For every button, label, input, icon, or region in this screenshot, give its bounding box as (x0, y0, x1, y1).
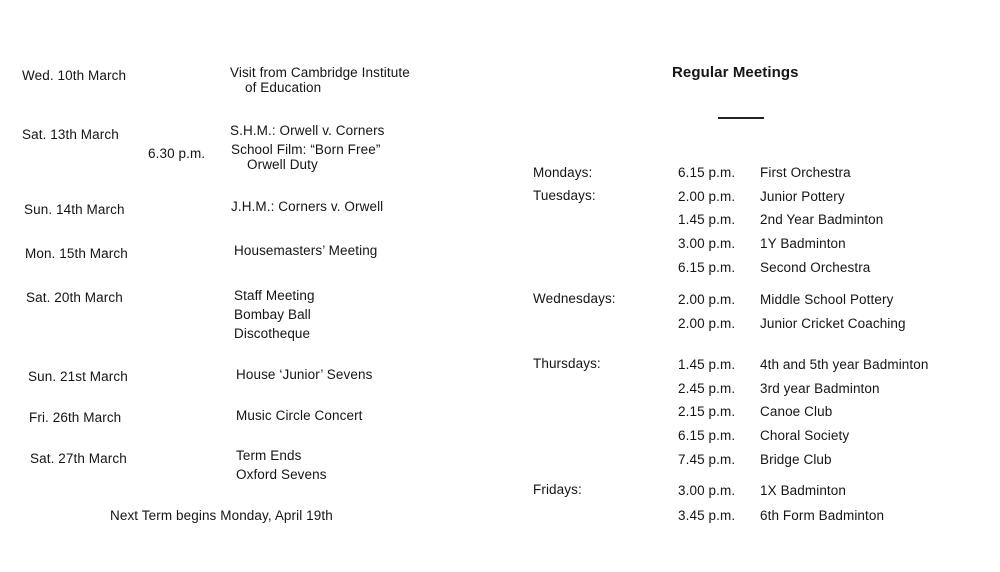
meeting-day: Tuesdays: (533, 188, 596, 203)
meeting-activity: Canoe Club (760, 404, 833, 419)
meeting-activity: 4th and 5th year Badminton (760, 357, 929, 372)
event-line: J.H.M.: Corners v. Orwell (231, 199, 384, 214)
next-term-note: Next Term begins Monday, April 19th (110, 508, 333, 523)
meeting-time: 2.45 p.m. (678, 381, 736, 396)
meeting-activity: Junior Cricket Coaching (760, 316, 906, 331)
meeting-day: Mondays: (533, 165, 593, 180)
event-line: Bombay Ball (234, 307, 311, 322)
regular-meetings-heading: Regular Meetings (672, 64, 799, 81)
meeting-activity: 1Y Badminton (760, 236, 846, 251)
meeting-time: 3.00 p.m. (678, 483, 736, 498)
event-line: School Film: “Born Free” (231, 142, 381, 157)
event-line: Term Ends (236, 448, 302, 463)
meeting-time: 2.00 p.m. (678, 316, 736, 331)
meeting-activity: Second Orchestra (760, 260, 871, 275)
event-date: Wed. 10th March (22, 68, 127, 83)
meeting-activity: Choral Society (760, 428, 850, 443)
meeting-activity: First Orchestra (760, 165, 851, 180)
event-line: S.H.M.: Orwell v. Corners (230, 123, 385, 138)
meeting-time: 2.00 p.m. (678, 292, 736, 307)
event-line: Staff Meeting (234, 288, 315, 303)
meeting-activity: Junior Pottery (760, 189, 845, 204)
meeting-activity: 1X Badminton (760, 483, 847, 498)
meeting-time: 6.15 p.m. (678, 260, 736, 275)
meeting-time: 2.00 p.m. (678, 189, 736, 204)
meeting-day: Thursdays: (533, 356, 601, 371)
meeting-time: 1.45 p.m. (678, 212, 736, 227)
meeting-activity: 3rd year Badminton (760, 381, 880, 396)
event-line: Housemasters’ Meeting (234, 243, 378, 258)
meeting-time: 6.15 p.m. (678, 165, 736, 180)
meeting-activity: 2nd Year Badminton (760, 212, 884, 227)
heading-underline (718, 117, 764, 119)
event-date: Sat. 20th March (26, 290, 123, 305)
meeting-time: 7.45 p.m. (678, 452, 736, 467)
event-date: Sat. 27th March (30, 451, 127, 466)
event-date: Mon. 15th March (25, 246, 128, 261)
meeting-time: 2.15 p.m. (678, 404, 736, 419)
meeting-activity: Middle School Pottery (760, 292, 894, 307)
event-line: of Education (245, 80, 322, 95)
meeting-time: 3.45 p.m. (678, 508, 736, 523)
event-date: Sat. 13th March (22, 127, 119, 142)
event-time: 6.30 p.m. (148, 146, 206, 161)
event-line: Music Circle Concert (236, 408, 363, 423)
meeting-day: Fridays: (533, 482, 582, 497)
meeting-activity: Bridge Club (760, 452, 832, 467)
meeting-time: 3.00 p.m. (678, 236, 736, 251)
event-date: Sun. 21st March (28, 369, 128, 384)
event-date: Fri. 26th March (29, 410, 122, 425)
meeting-time: 1.45 p.m. (678, 357, 736, 372)
event-date: Sun. 14th March (24, 202, 125, 217)
meeting-day: Wednesdays: (533, 291, 616, 306)
meeting-activity: 6th Form Badminton (760, 508, 885, 523)
event-line: Oxford Sevens (236, 467, 327, 482)
event-line: Orwell Duty (247, 157, 318, 172)
event-line: Visit from Cambridge Institute (230, 65, 410, 80)
meeting-time: 6.15 p.m. (678, 428, 736, 443)
event-line: House ‘Junior’ Sevens (236, 367, 373, 382)
event-line: Discotheque (234, 326, 311, 341)
